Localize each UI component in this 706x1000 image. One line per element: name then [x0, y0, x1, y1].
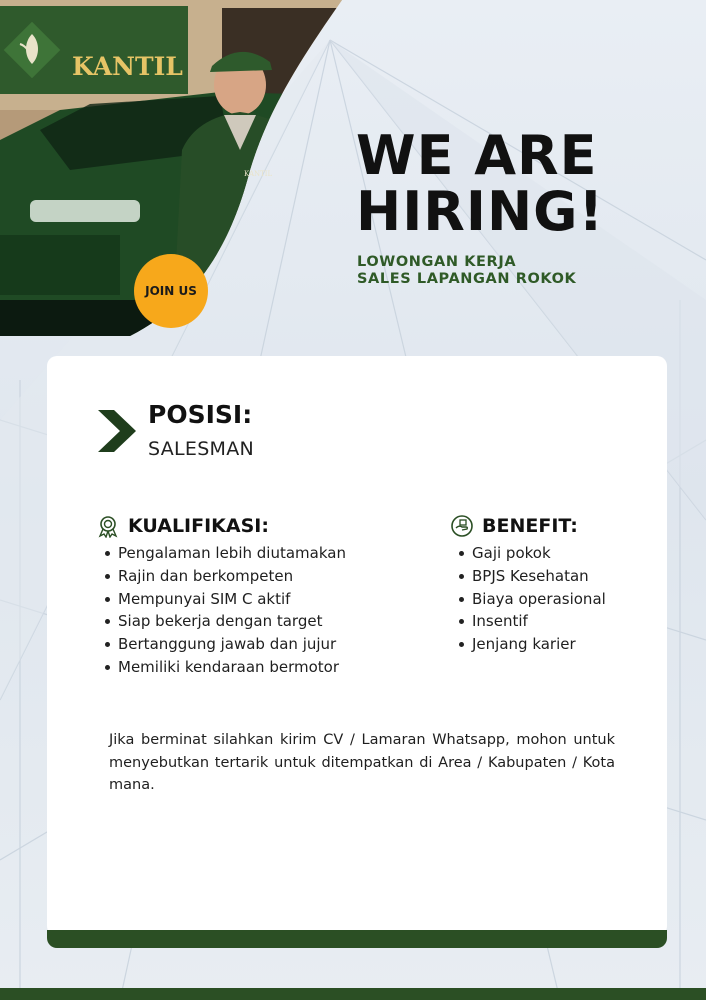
- list-item: Siap bekerja dengan target: [102, 610, 346, 633]
- headline: [356, 124, 676, 243]
- list-item: Memiliki kendaraan bermotor: [102, 656, 346, 679]
- join-us-badge: [134, 254, 208, 328]
- hand-gift-icon: [450, 514, 474, 538]
- list-item: Bertanggung jawab dan jujur: [102, 633, 346, 656]
- join-us-label: JOIN US: [145, 283, 197, 298]
- chevron-right-icon: [98, 410, 136, 452]
- benefits-title: BENEFIT:: [482, 515, 578, 537]
- page-bottom-strip: [0, 988, 706, 1000]
- qualifications-list: [102, 542, 346, 679]
- list-item: Rajin dan berkompeten: [102, 565, 346, 588]
- list-item: Biaya operasional: [456, 588, 606, 611]
- position-title: POSISI:: [148, 400, 253, 429]
- qualifications-heading: [96, 514, 269, 538]
- list-item: Gaji pokok: [456, 542, 606, 565]
- application-note: Jika berminat silahkan kirim CV / Lamaran Whatsapp, mohon untuk menyebutkan tertarik untuk ditempatkan di Area / Kabupaten / Kota mana.: [109, 732, 615, 793]
- subheadline-line-1: LOWONGAN KERJA: [357, 254, 517, 270]
- headline-line-2: HIRING!: [356, 180, 605, 243]
- qualifications-title: KUALIFIKASI:: [128, 515, 269, 537]
- benefits-list: [456, 542, 606, 656]
- award-ribbon-icon: [96, 514, 120, 538]
- subheadline-line-2: SALES LAPANGAN ROKOK: [357, 271, 577, 287]
- list-item: Jenjang karier: [456, 633, 606, 656]
- list-item: Pengalaman lebih diutamakan: [102, 542, 346, 565]
- headline-line-1: WE ARE: [356, 124, 598, 187]
- subheadline: [357, 254, 687, 288]
- list-item: BPJS Kesehatan: [456, 565, 606, 588]
- benefits-heading: [450, 514, 578, 538]
- card-bottom-bar: [47, 930, 667, 948]
- list-item: Insentif: [456, 610, 606, 633]
- list-item: Mempunyai SIM C aktif: [102, 588, 346, 611]
- shirt-brand-text: KANTIL: [244, 170, 273, 178]
- sign-brand-text: KANTIL: [72, 52, 183, 81]
- position-value: SALESMAN: [148, 438, 255, 460]
